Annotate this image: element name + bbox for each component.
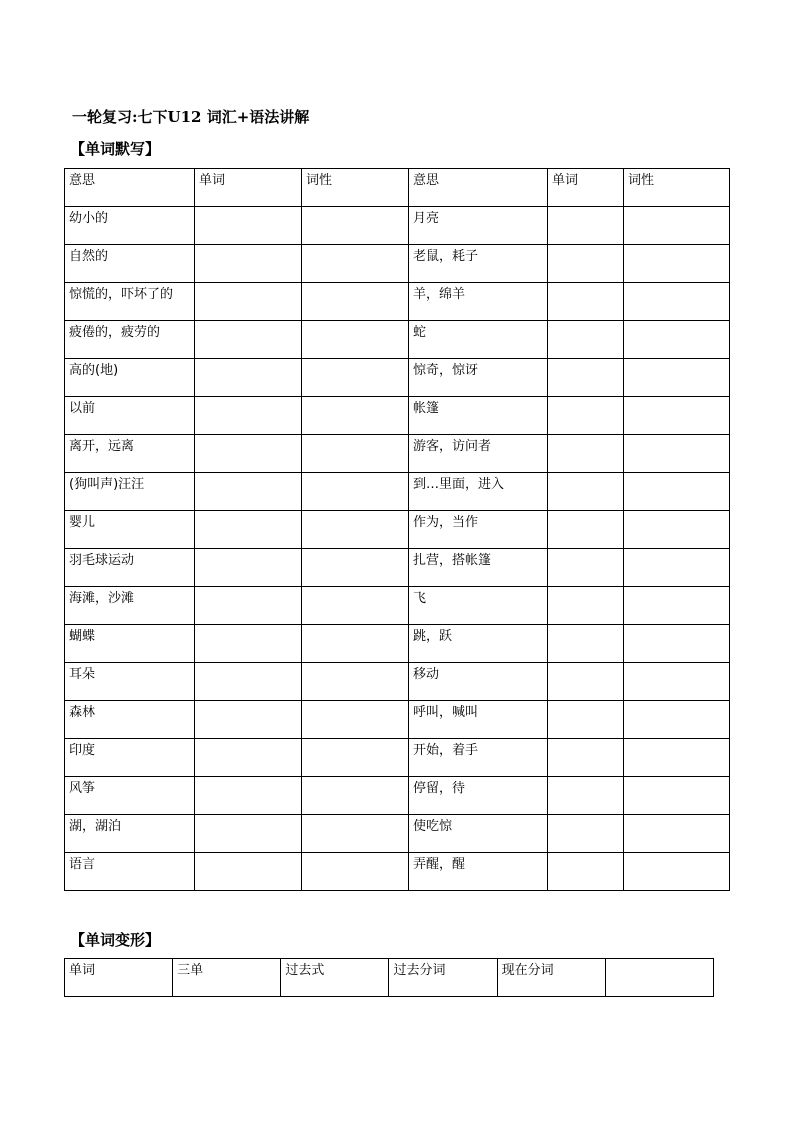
word-blank-cell[interactable]	[195, 853, 302, 891]
word-blank-cell[interactable]	[195, 435, 302, 473]
word-blank-cell[interactable]	[195, 397, 302, 435]
pos-blank-cell[interactable]	[624, 587, 730, 625]
header-cell: 单词	[195, 169, 302, 207]
word-blank-cell[interactable]	[548, 777, 624, 815]
table-row	[65, 435, 730, 473]
pos-blank-cell[interactable]	[302, 587, 409, 625]
word-blank-cell[interactable]	[195, 321, 302, 359]
pos-blank-cell[interactable]	[302, 245, 409, 283]
table-row	[65, 397, 730, 435]
word-blank-cell[interactable]	[195, 625, 302, 663]
header-cell: 词性	[624, 169, 730, 207]
pos-blank-cell[interactable]	[302, 359, 409, 397]
word-blank-cell[interactable]	[195, 473, 302, 511]
table-row	[65, 321, 730, 359]
meaning-cell: 帐篷	[409, 397, 548, 435]
pos-blank-cell[interactable]	[624, 283, 730, 321]
table-row	[65, 777, 730, 815]
pos-blank-cell[interactable]	[624, 815, 730, 853]
meaning-cell: 移动	[409, 663, 548, 701]
meaning-cell: 印度	[65, 739, 195, 777]
word-blank-cell[interactable]	[548, 815, 624, 853]
word-blank-cell[interactable]	[548, 245, 624, 283]
pos-blank-cell[interactable]	[624, 511, 730, 549]
pos-blank-cell[interactable]	[624, 473, 730, 511]
meaning-cell: 羊，绵羊	[409, 283, 548, 321]
pos-blank-cell[interactable]	[302, 739, 409, 777]
meaning-cell: 风筝	[65, 777, 195, 815]
pos-blank-cell[interactable]	[624, 701, 730, 739]
meaning-cell: 自然的	[65, 245, 195, 283]
word-blank-cell[interactable]	[195, 207, 302, 245]
word-blank-cell[interactable]	[548, 625, 624, 663]
meaning-cell: 惊奇，惊讶	[409, 359, 548, 397]
meaning-cell: 月亮	[409, 207, 548, 245]
pos-blank-cell[interactable]	[624, 435, 730, 473]
meaning-cell: 到…里面，进入	[409, 473, 548, 511]
table-row	[65, 511, 730, 549]
word-blank-cell[interactable]	[548, 511, 624, 549]
word-blank-cell[interactable]	[195, 245, 302, 283]
meaning-cell: 蛇	[409, 321, 548, 359]
header-cell: 意思	[409, 169, 548, 207]
meaning-cell: 婴儿	[65, 511, 195, 549]
pos-blank-cell[interactable]	[624, 245, 730, 283]
word-blank-cell[interactable]	[548, 739, 624, 777]
pos-blank-cell[interactable]	[624, 777, 730, 815]
table-row	[65, 587, 730, 625]
pos-blank-cell[interactable]	[624, 853, 730, 891]
table-row	[65, 663, 730, 701]
meaning-cell: 扎营，搭帐篷	[409, 549, 548, 587]
word-blank-cell[interactable]	[548, 473, 624, 511]
pos-blank-cell[interactable]	[624, 663, 730, 701]
table-row	[65, 625, 730, 663]
word-blank-cell[interactable]	[548, 397, 624, 435]
meaning-cell: 飞	[409, 587, 548, 625]
meaning-cell: 森林	[65, 701, 195, 739]
meaning-cell: 离开，远离	[65, 435, 195, 473]
pos-blank-cell[interactable]	[302, 815, 409, 853]
word-blank-cell[interactable]	[548, 321, 624, 359]
word-blank-cell[interactable]	[548, 359, 624, 397]
table-row	[65, 283, 730, 321]
meaning-cell: 疲倦的，疲劳的	[65, 321, 195, 359]
meaning-cell: 停留，待	[409, 777, 548, 815]
word-blank-cell[interactable]	[548, 283, 624, 321]
meaning-cell: 呼叫，喊叫	[409, 701, 548, 739]
meaning-cell: 作为，当作	[409, 511, 548, 549]
table-row	[65, 359, 730, 397]
table-row	[65, 739, 730, 777]
header-cell: 意思	[65, 169, 195, 207]
word-blank-cell[interactable]	[195, 549, 302, 587]
table-row	[65, 245, 730, 283]
meaning-cell: 耳朵	[65, 663, 195, 701]
pos-blank-cell[interactable]	[624, 549, 730, 587]
pos-blank-cell[interactable]	[302, 511, 409, 549]
word-blank-cell[interactable]	[195, 815, 302, 853]
pos-blank-cell[interactable]	[302, 207, 409, 245]
word-blank-cell[interactable]	[548, 853, 624, 891]
table-row	[65, 853, 730, 891]
table-row	[65, 207, 730, 245]
word-blank-cell[interactable]	[195, 511, 302, 549]
pos-blank-cell[interactable]	[302, 397, 409, 435]
pos-blank-cell[interactable]	[302, 625, 409, 663]
table-row	[65, 549, 730, 587]
pos-blank-cell[interactable]	[624, 739, 730, 777]
vocab-dictation-table	[64, 168, 730, 891]
meaning-cell: 湖，湖泊	[65, 815, 195, 853]
word-blank-cell[interactable]	[195, 359, 302, 397]
meaning-cell: 以前	[65, 397, 195, 435]
header-cell: 词性	[302, 169, 409, 207]
meaning-cell: 羽毛球运动	[65, 549, 195, 587]
pos-blank-cell[interactable]	[624, 207, 730, 245]
meaning-cell: 海滩，沙滩	[65, 587, 195, 625]
pos-blank-cell[interactable]	[624, 397, 730, 435]
meaning-cell: (狗叫声)汪汪	[65, 473, 195, 511]
word-blank-cell[interactable]	[548, 663, 624, 701]
header-cell: 现在分词	[497, 959, 605, 997]
header-cell: 过去分词	[389, 959, 497, 997]
section-heading-word-forms: 【单词变形】	[70, 931, 161, 949]
word-blank-cell[interactable]	[195, 701, 302, 739]
word-blank-cell[interactable]	[548, 701, 624, 739]
pos-blank-cell[interactable]	[624, 321, 730, 359]
meaning-cell: 跳，跃	[409, 625, 548, 663]
word-blank-cell[interactable]	[548, 435, 624, 473]
pos-blank-cell[interactable]	[302, 549, 409, 587]
section-heading-dictation: 【单词默写】	[70, 140, 161, 158]
table-row	[65, 815, 730, 853]
meaning-cell: 游客，访问者	[409, 435, 548, 473]
meaning-cell: 语言	[65, 853, 195, 891]
meaning-cell: 蝴蝶	[65, 625, 195, 663]
word-blank-cell[interactable]	[548, 549, 624, 587]
meaning-cell: 使吃惊	[409, 815, 548, 853]
pos-blank-cell[interactable]	[302, 283, 409, 321]
header-cell: 过去式	[281, 959, 389, 997]
word-blank-cell[interactable]	[195, 777, 302, 815]
header-cell	[605, 959, 713, 997]
table-header-row	[65, 169, 730, 207]
word-forms-table	[64, 958, 714, 997]
header-cell: 三单	[173, 959, 281, 997]
word-blank-cell[interactable]	[195, 739, 302, 777]
pos-blank-cell[interactable]	[302, 701, 409, 739]
table-header-row	[65, 959, 714, 997]
pos-blank-cell[interactable]	[302, 473, 409, 511]
word-blank-cell[interactable]	[548, 587, 624, 625]
table-row	[65, 701, 730, 739]
pos-blank-cell[interactable]	[624, 359, 730, 397]
table-row	[65, 473, 730, 511]
pos-blank-cell[interactable]	[302, 435, 409, 473]
word-blank-cell[interactable]	[548, 207, 624, 245]
page-title: 一轮复习:七下U12 词汇+语法讲解	[72, 108, 310, 126]
meaning-cell: 开始，着手	[409, 739, 548, 777]
meaning-cell: 弄醒，醒	[409, 853, 548, 891]
header-cell: 单词	[548, 169, 624, 207]
pos-blank-cell[interactable]	[624, 625, 730, 663]
pos-blank-cell[interactable]	[302, 321, 409, 359]
header-cell: 单词	[65, 959, 173, 997]
meaning-cell: 高的(地)	[65, 359, 195, 397]
word-blank-cell[interactable]	[195, 283, 302, 321]
pos-blank-cell[interactable]	[302, 853, 409, 891]
meaning-cell: 老鼠，耗子	[409, 245, 548, 283]
meaning-cell: 惊慌的，吓坏了的	[65, 283, 195, 321]
word-blank-cell[interactable]	[195, 663, 302, 701]
pos-blank-cell[interactable]	[302, 777, 409, 815]
pos-blank-cell[interactable]	[302, 663, 409, 701]
word-blank-cell[interactable]	[195, 587, 302, 625]
meaning-cell: 幼小的	[65, 207, 195, 245]
